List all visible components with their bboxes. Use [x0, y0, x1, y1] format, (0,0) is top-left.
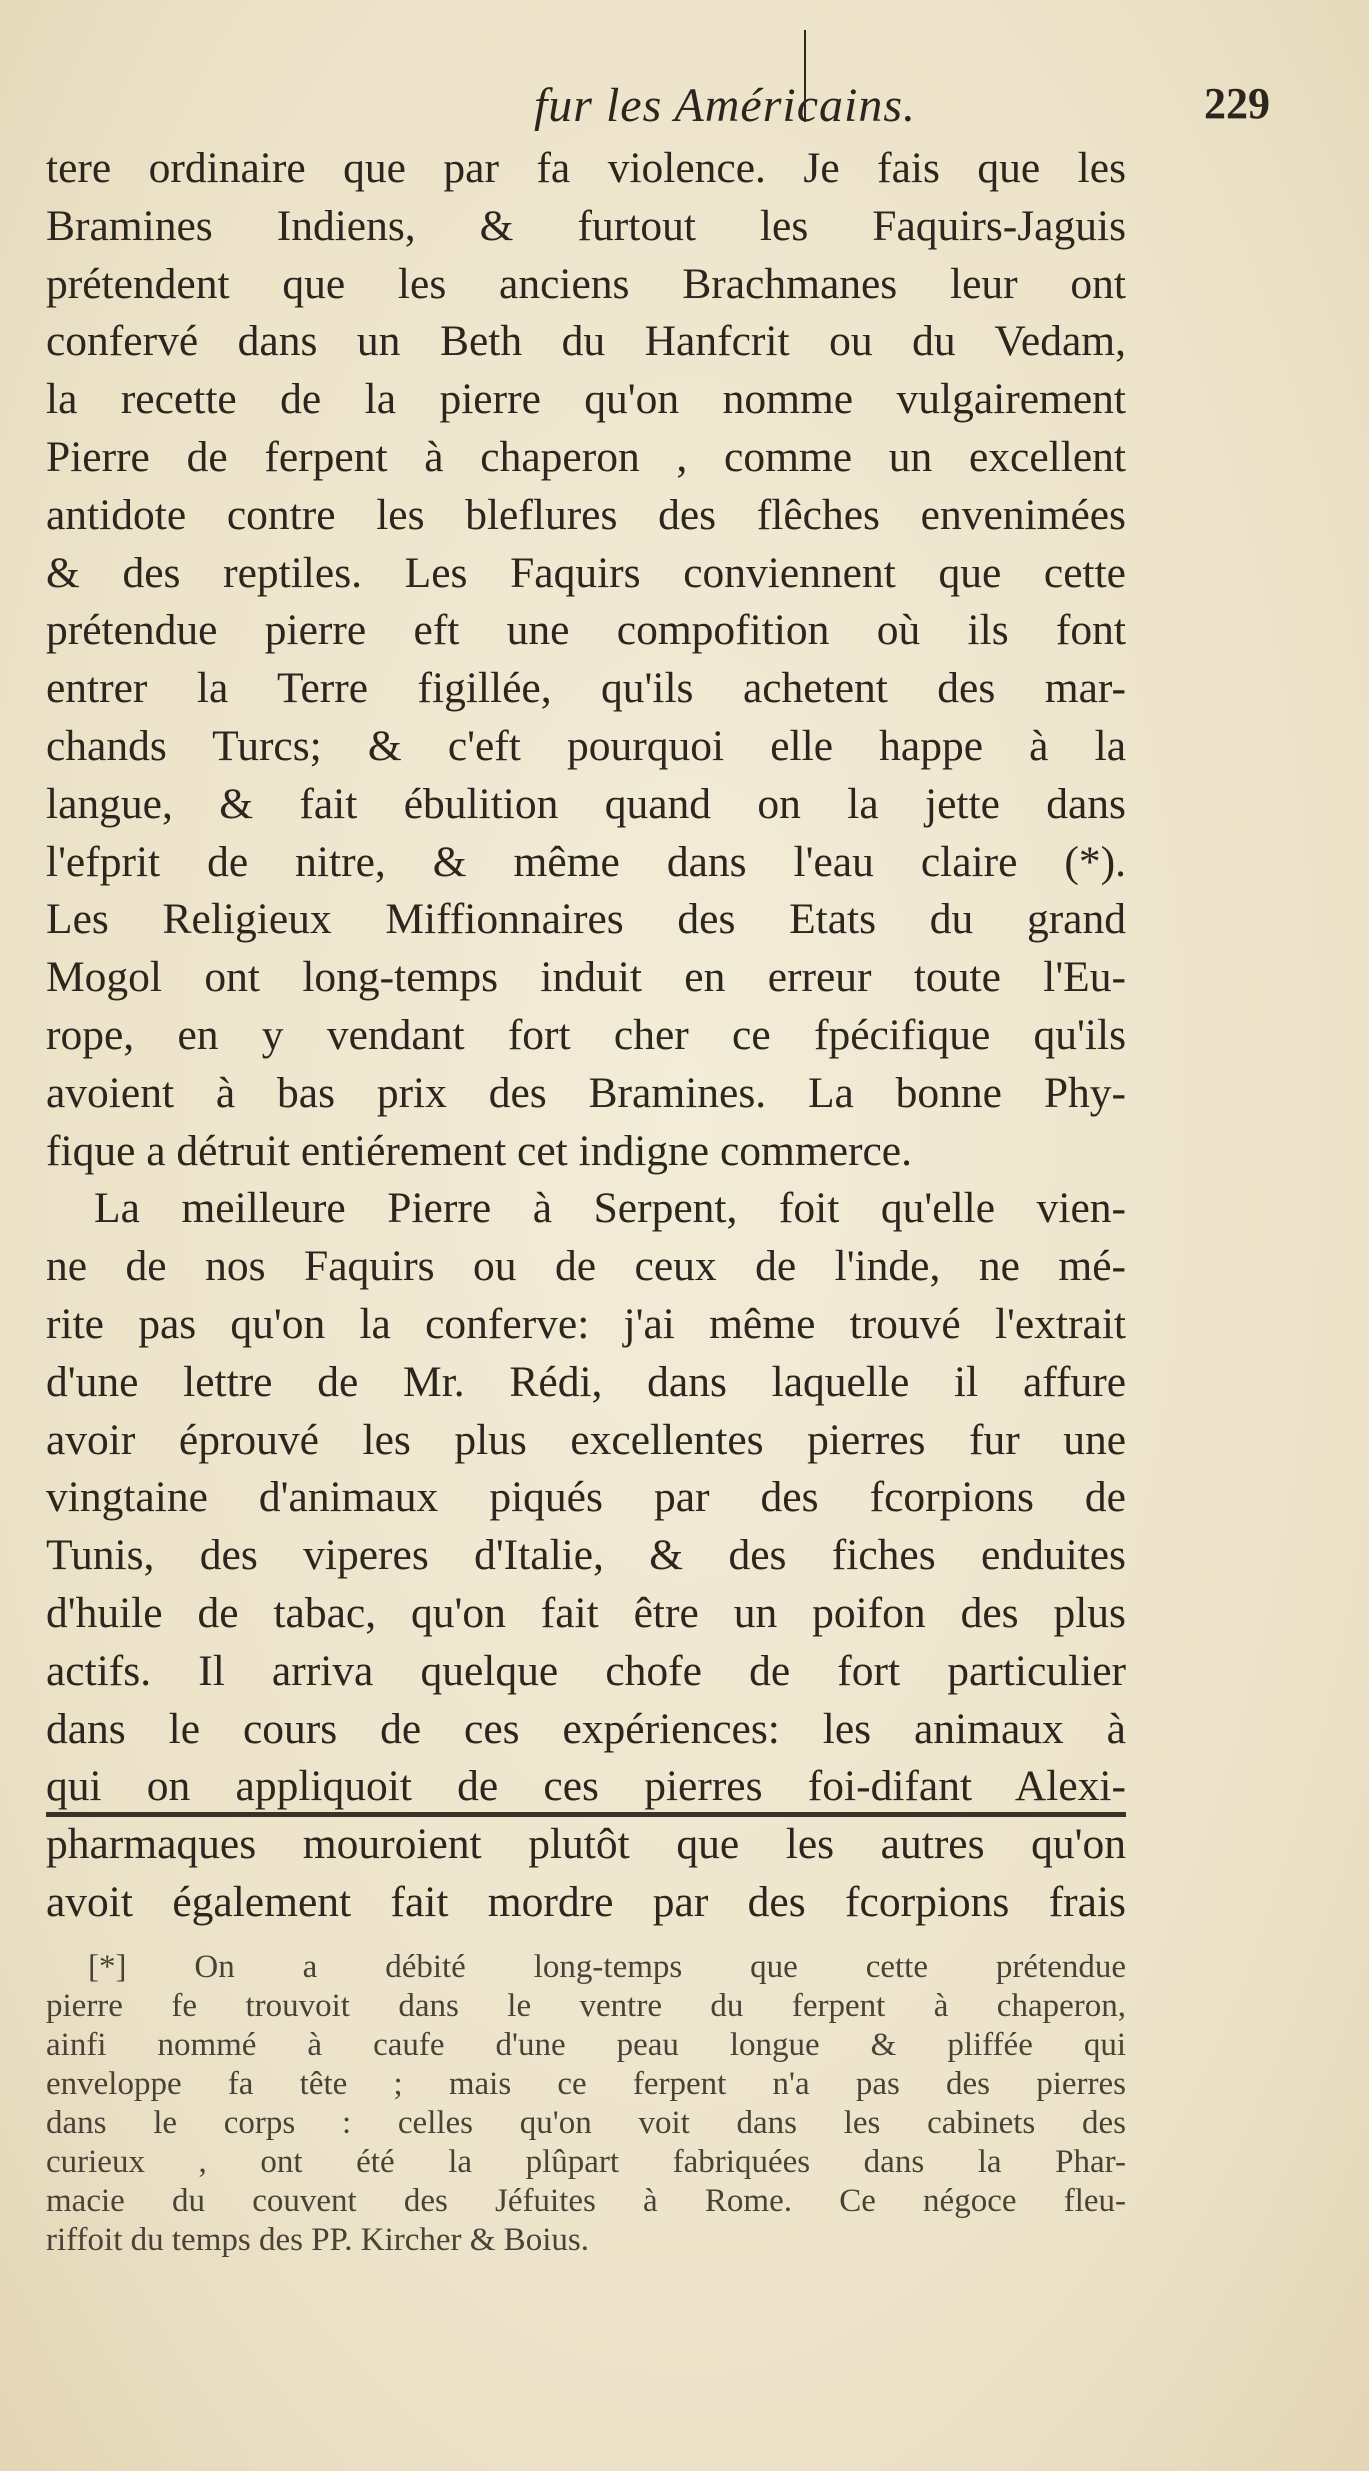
text-line: ne de nos Faquirs ou de ceux de l'inde, ne mé-	[46, 1242, 1126, 1291]
text-line: d'huile de tabac, qu'on fait être un poifon des plus	[46, 1588, 1126, 1637]
text-line: fique a détruit entiérement cet indigne commerce.	[46, 1126, 912, 1175]
running-title: fur les Américains.	[533, 79, 917, 132]
text-line: Les Religieux Miffionnaires des Etats du grand	[46, 895, 1126, 944]
page-number: 229	[1204, 79, 1270, 128]
footnote	[46, 1948, 1126, 2260]
text-line: pharmaques mouroient plutôt que les autres qu'on	[46, 1820, 1126, 1869]
text-line: entrer la Terre figillée, qu'ils achetent des mar-	[46, 664, 1126, 713]
text-line: La meilleure Pierre à Serpent, foit qu'elle vien-	[94, 1184, 1126, 1233]
footnote-line: ainfi nommé à caufe d'une peau longue & pliffée qui	[46, 2027, 1126, 2063]
footnote-line: pierre fe trouvoit dans le ventre du ferpent à chaperon,	[46, 1988, 1126, 2024]
text-line: Tunis, des viperes d'Italie, & des fiches enduites	[46, 1531, 1126, 1580]
text-line: avoient à bas prix des Bramines. La bonne Phy-	[46, 1068, 1126, 1117]
text-line: rite pas qu'on la conferve: j'ai même trouvé l'extrait	[46, 1299, 1126, 1348]
text-line: actifs. Il arriva quelque chofe de fort particulier	[46, 1646, 1126, 1695]
text-line: l'efprit de nitre, & même dans l'eau claire (*).	[46, 837, 1126, 886]
text-line: Bramines Indiens, & furtout les Faquirs-Jaguis	[46, 201, 1126, 250]
text-line: prétendue pierre eft une compofition où ils font	[46, 606, 1126, 655]
text-line: Pierre de ferpent à chaperon , comme un excellent	[46, 432, 1126, 481]
text-line: rope, en y vendant fort cher ce fpécifique qu'ils	[46, 1010, 1126, 1059]
text-line: antidote contre les bleflures des flêches envenimées	[46, 490, 1126, 539]
footnote-line: curieux , ont été la plûpart fabriquées dans la Phar-	[46, 2144, 1126, 2180]
text-line: chands Turcs; & c'eft pourquoi elle happe à la	[46, 721, 1126, 770]
footnote-divider	[46, 1812, 1126, 1817]
footnote-line: dans le corps : celles qu'on voit dans les cabinets des	[46, 2105, 1126, 2141]
main-text	[46, 140, 1126, 1932]
footnote-line: enveloppe fa tête ; mais ce ferpent n'a pas des pierres	[46, 2066, 1126, 2102]
text-line: qui on appliquoit de ces pierres foi-difant Alexi-	[46, 1762, 1126, 1811]
text-line: Mogol ont long-temps induit en erreur toute l'Eu-	[46, 953, 1126, 1002]
text-line: d'une lettre de Mr. Rédi, dans laquelle il affure	[46, 1357, 1126, 1406]
text-line: confervé dans un Beth du Hanfcrit ou du Vedam,	[46, 317, 1126, 366]
page-header	[360, 78, 1270, 148]
text-line: la recette de la pierre qu'on nomme vulgairement	[46, 375, 1126, 424]
text-line: avoit également fait mordre par des fcorpions frais	[46, 1877, 1126, 1926]
footnote-line: macie du couvent des Jéfuites à Rome. Ce négoce fleu-	[46, 2183, 1126, 2219]
text-line: prétendent que les anciens Brachmanes leur ont	[46, 259, 1126, 308]
footnote-line: [*] On a débité long-temps que cette prétendue	[88, 1949, 1126, 1985]
text-line: tere ordinaire que par fa violence. Je fais que les	[46, 144, 1126, 192]
text-line: dans le cours de ces expériences: les animaux à	[46, 1704, 1126, 1753]
text-line: avoir éprouvé les plus excellentes pierres fur une	[46, 1415, 1126, 1464]
text-line: vingtaine d'animaux piqués par des fcorpions de	[46, 1473, 1126, 1522]
footnote-line: riffoit du temps des PP. Kircher & Boius.	[46, 2222, 589, 2258]
text-line: & des reptiles. Les Faquirs conviennent que cette	[46, 548, 1126, 597]
text-line: langue, & fait ébulition quand on la jette dans	[46, 779, 1126, 828]
